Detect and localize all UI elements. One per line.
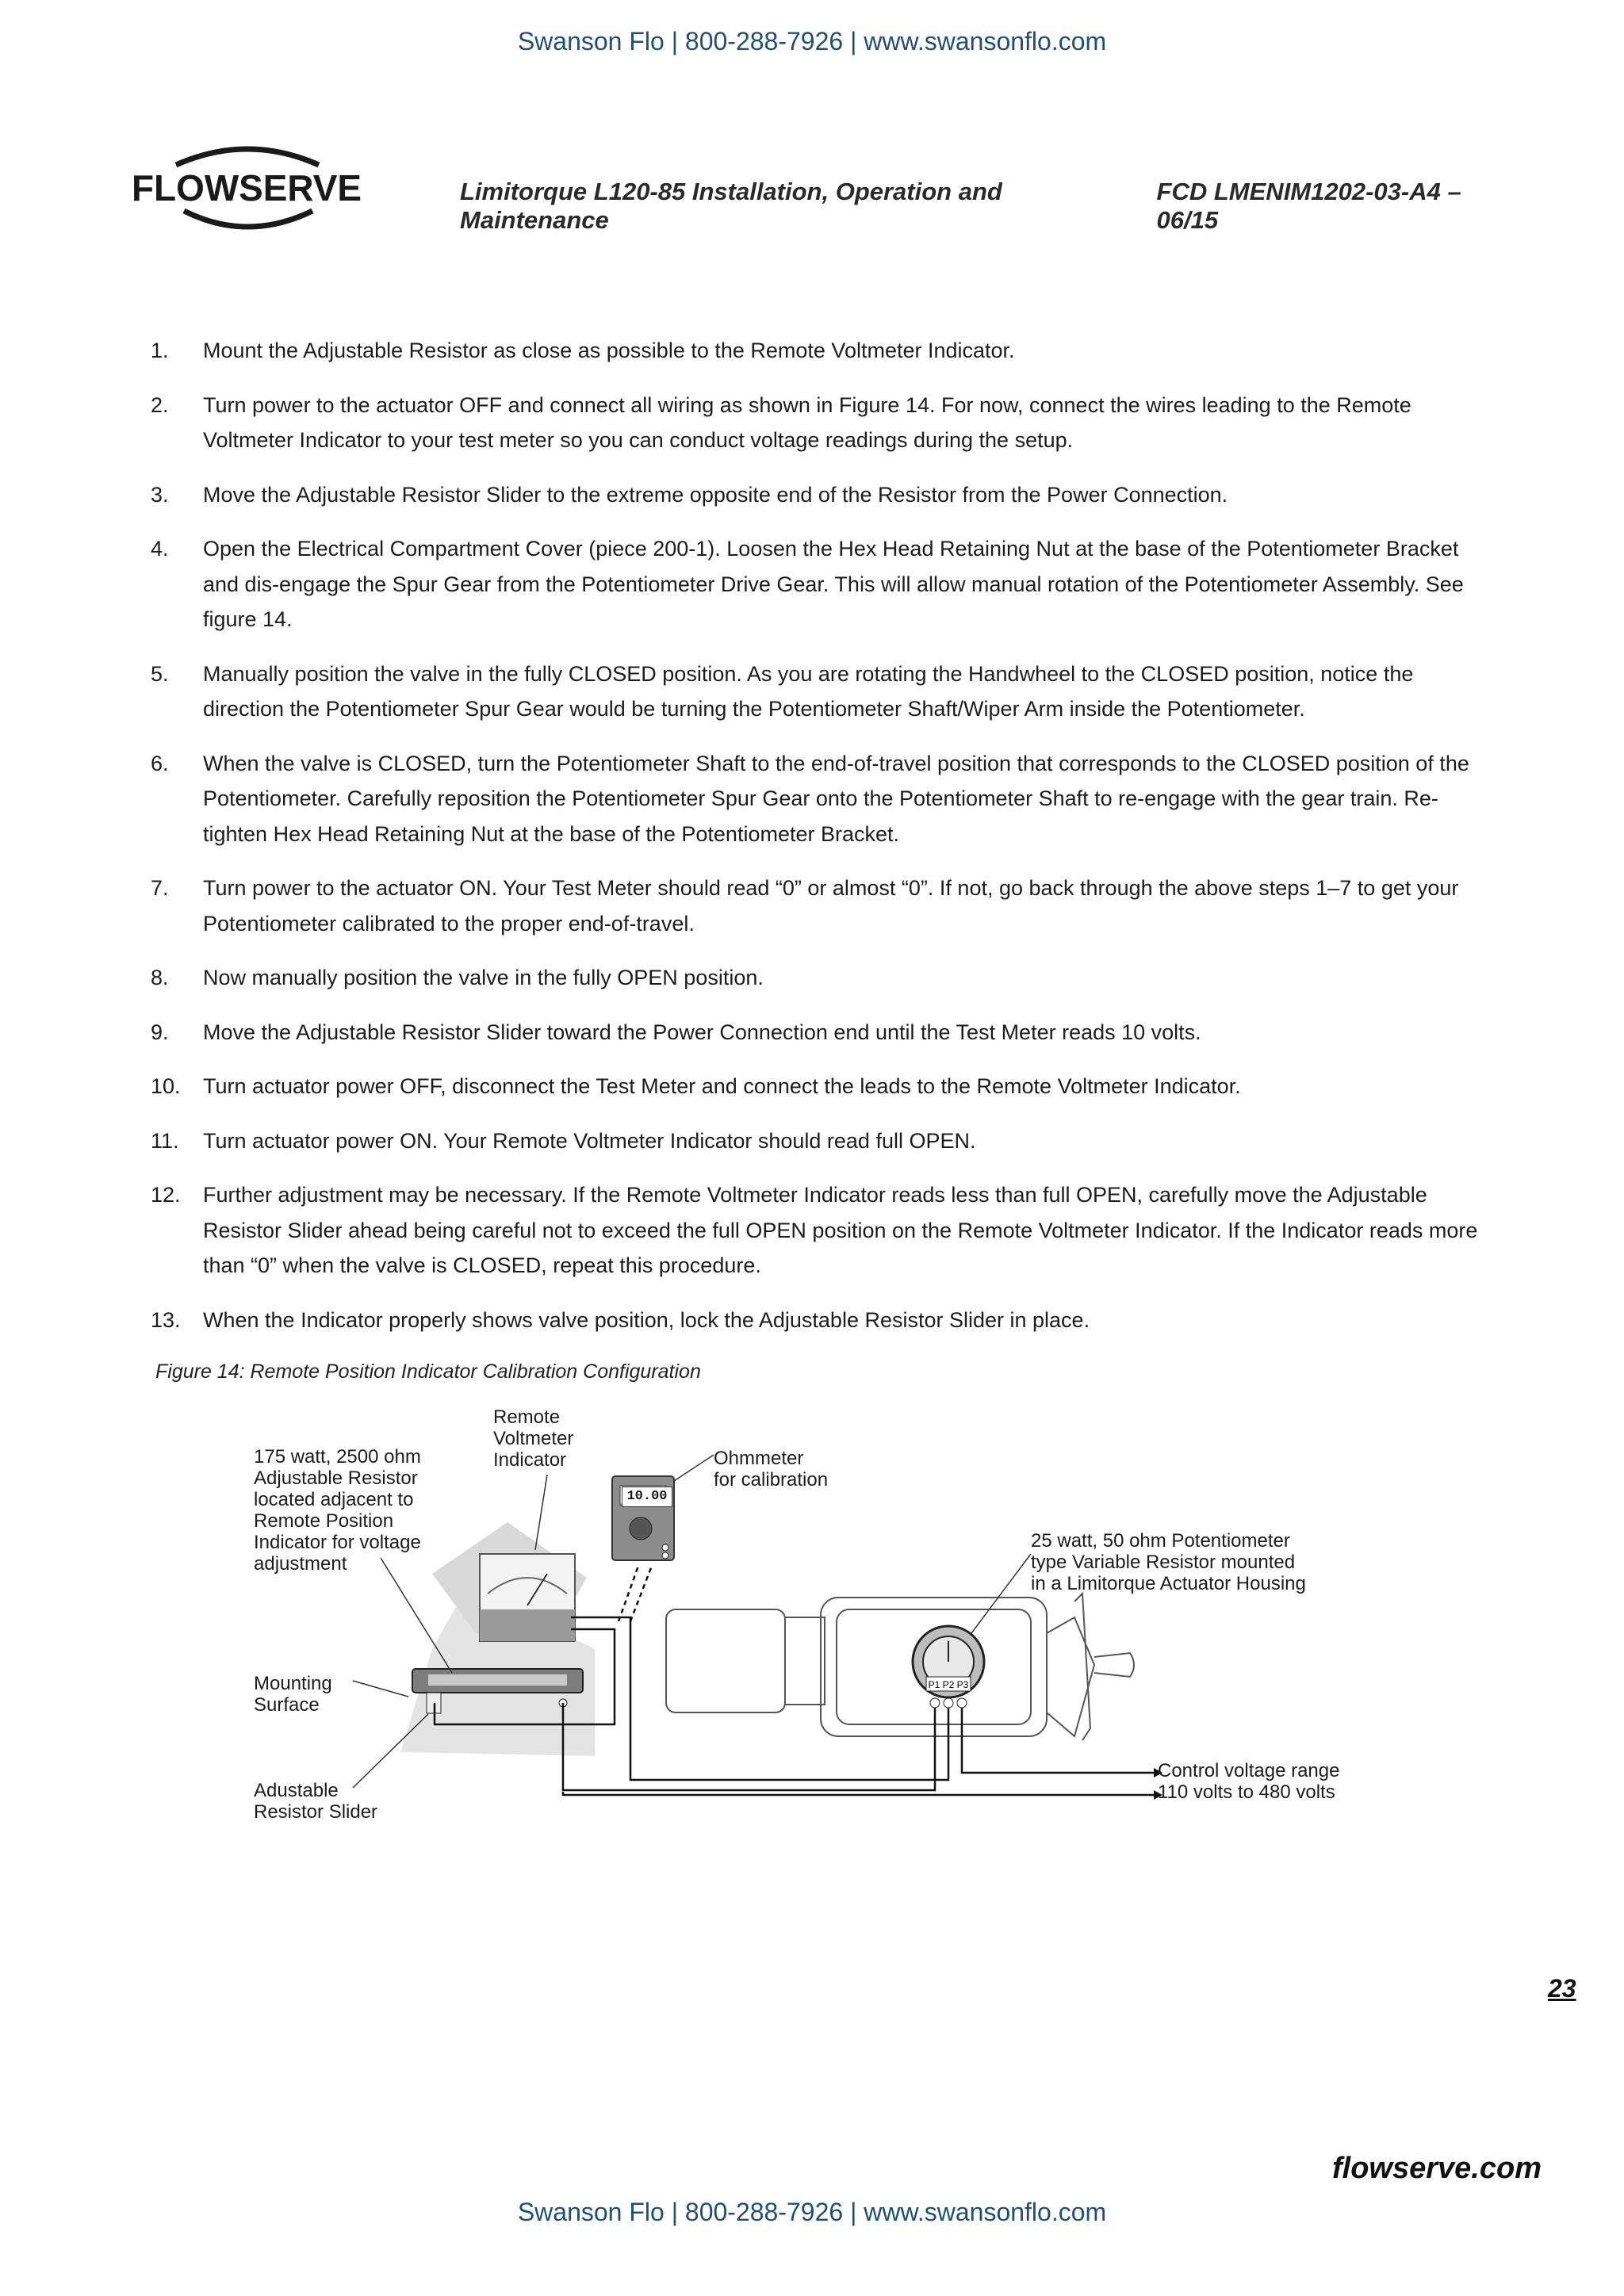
document-code: FCD LMENIM1202-03-A4 – 06/15 <box>1156 178 1461 234</box>
potentiometer-label: 25 watt, 50 ohm Potentiometer type Variable Resistor mounted in a Limitorque Actuator Housing <box>1031 1530 1306 1594</box>
potentiometer <box>913 1626 984 1708</box>
slider-label: Adustable Resistor Slider <box>254 1780 378 1823</box>
step-item <box>151 746 1483 852</box>
step-number: 5. <box>151 661 169 686</box>
step-number: 10. <box>151 1074 181 1098</box>
step-text: When the Indicator properly shows valve position, lock the Adjustable Resistor Slider in place. <box>203 1307 1090 1332</box>
flowserve-logo <box>128 141 374 236</box>
step-number: 9. <box>151 1020 169 1044</box>
svg-text:FLOWSERVE: FLOWSERVE <box>132 167 362 209</box>
step-text: Move the Adjustable Resistor Slider toward the Power Connection end until the Test Meter reads 10 volts. <box>203 1020 1201 1044</box>
figure-caption: Figure 14: Remote Position Indicator Calibration Configuration <box>155 1360 701 1383</box>
step-text: When the valve is CLOSED, turn the Potentiometer Shaft to the end-of-travel position that corresponds to the CLOSED position of the Potentiometer. Carefully reposition the Potentiometer Spur Gear onto the Potentiometer Shaft to re-engage with the gear train. Re-tighten Hex Head Retaining Nut at the base of the Potentiometer Bracket. <box>203 751 1469 846</box>
step-text: Further adjustment may be necessary. If the Remote Voltmeter Indicator reads less than full OPEN, carefully move the Adjustable Resistor Slider ahead being careful not to exceed the full OPEN position on the Remote Voltmeter Indicator. If the Indicator reads more than “0” when the valve is CLOSED, repeat this procedure. <box>203 1183 1478 1277</box>
step-item <box>151 656 1483 727</box>
top-banner: Swanson Flo | 800-288-7926 | www.swansonflo.com <box>517 27 1107 55</box>
step-item <box>151 1303 1483 1338</box>
voltmeter-indicator <box>480 1554 575 1641</box>
step-number: 6. <box>151 751 169 775</box>
step-text: Mount the Adjustable Resistor as close as possible to the Remote Voltmeter Indicator. <box>203 339 1015 362</box>
document-header <box>460 178 1529 235</box>
manual-title: Limitorque L120-85 Installation, Operation and Maintenance <box>460 178 1002 234</box>
mounting-surface-label: Mounting Surface <box>254 1673 332 1716</box>
resistor-label: 175 watt, 2500 ohm Adjustable Resistor located adjacent to Remote Position Indicator for voltage adjustment <box>254 1446 421 1575</box>
footer-site: flowserve.com <box>1332 2152 1542 2185</box>
step-text: Open the Electrical Compartment Cover (piece 200-1). Loosen the Hex Head Retaining Nut at the base of the Potentiometer Bracket and dis-engage the Spur Gear from the Potentiometer Drive Gear. This will allow manual rotation of the Potentiometer Assembly. See figure 14. <box>203 537 1464 631</box>
step-item <box>151 1123 1483 1159</box>
step-text: Turn power to the actuator OFF and connect all wiring as shown in Figure 14. For now, connect the wires leading to the Remote Voltmeter Indicator to your test meter so you can conduct voltage readings during the setup. <box>203 392 1411 452</box>
step-item <box>151 871 1483 941</box>
step-number: 11. <box>151 1128 179 1153</box>
step-number: 1. <box>151 339 169 362</box>
step-number: 4. <box>151 537 169 561</box>
step-number: 13. <box>151 1307 181 1332</box>
step-number: 8. <box>151 966 169 989</box>
bottom-banner: Swanson Flo | 800-288-7926 | www.swansonflo.com <box>517 2198 1107 2226</box>
step-item <box>151 1177 1483 1284</box>
step-item <box>151 477 1483 513</box>
page-number: 23 <box>1548 1974 1576 2003</box>
step-item <box>151 531 1483 637</box>
svg-text:P1 P2 P3: P1 P2 P3 <box>928 1679 969 1690</box>
step-item <box>151 333 1483 369</box>
step-text: Turn power to the actuator ON. Your Test Meter should read “0” or almost “0”. If not, go back through the above steps 1–7 to get your Potentiometer calibrated to the proper end-of-travel. <box>203 876 1459 936</box>
control-voltage-label: Control voltage range 110 volts to 480 volts <box>1158 1760 1340 1803</box>
step-number: 7. <box>151 876 169 900</box>
step-item <box>151 1015 1483 1050</box>
step-number: 12. <box>151 1183 181 1207</box>
ohmmeter-readout: 10.00 <box>622 1487 672 1507</box>
step-text: Move the Adjustable Resistor Slider to the extreme opposite end of the Resistor from the Power Connection. <box>203 482 1228 507</box>
step-item <box>151 1069 1483 1104</box>
step-number: 2. <box>151 392 169 417</box>
step-number: 3. <box>151 482 169 507</box>
ohmmeter-label: Ohmmeter for calibration <box>714 1448 829 1490</box>
step-text: Now manually position the valve in the fully OPEN position. <box>203 966 764 989</box>
actuator-housing <box>666 1594 1134 1740</box>
step-text: Turn actuator power OFF, disconnect the Test Meter and connect the leads to the Remote Voltmeter Indicator. <box>203 1074 1241 1098</box>
procedure-steps <box>151 333 1483 1357</box>
step-text: Turn actuator power ON. Your Remote Voltmeter Indicator should read full OPEN. <box>203 1128 976 1153</box>
voltmeter-label: Remote Voltmeter Indicator <box>493 1406 574 1471</box>
step-item <box>151 388 1483 458</box>
step-text: Manually position the valve in the fully CLOSED position. As you are rotating the Handwheel to the CLOSED position, notice the direction the Potentiometer Spur Gear would be turning the Potentiometer Shaft/Wiper Arm inside the Potentiometer. <box>203 661 1414 721</box>
step-item <box>151 960 1483 996</box>
